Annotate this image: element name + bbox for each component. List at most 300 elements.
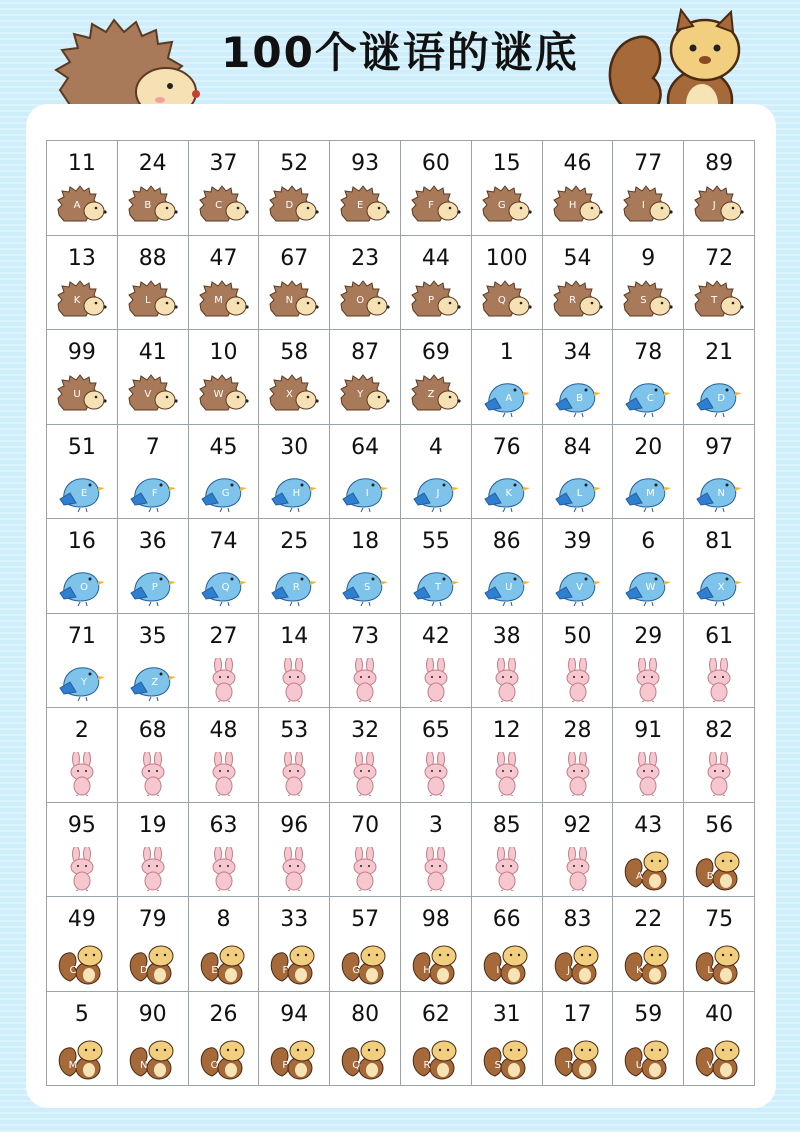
cell-number: 85	[492, 812, 521, 838]
grid-cell	[472, 803, 543, 898]
cell-letter: O	[80, 582, 88, 593]
grid-cell	[472, 330, 543, 425]
cell-number: 33	[280, 907, 309, 932]
cell-number: 66	[492, 907, 521, 932]
cell-number: 45	[209, 434, 238, 460]
grid-cell	[684, 236, 755, 331]
cell-letter: L	[576, 487, 583, 499]
cell-letter: K	[636, 965, 643, 976]
hedgehog-icon	[410, 185, 462, 229]
grid-cell	[47, 141, 118, 236]
rabbit-icon	[410, 658, 462, 702]
cell-number: 11	[67, 151, 96, 176]
grid-cell	[472, 425, 543, 520]
cell-letter: D	[285, 200, 294, 211]
cell-letter: M	[646, 487, 655, 499]
cell-number: 1	[499, 340, 514, 365]
cell-number: 12	[492, 718, 521, 743]
cell-letter: J	[567, 965, 571, 976]
hedgehog-icon	[56, 280, 108, 324]
hedgehog-icon	[198, 374, 250, 418]
rabbit-icon	[268, 752, 320, 796]
cell-letter: R	[292, 582, 300, 593]
cell-number: 57	[351, 907, 380, 932]
hedgehog-icon	[622, 280, 674, 324]
cell-number: 82	[705, 718, 734, 743]
cell-number: 59	[634, 1001, 663, 1027]
cell-letter: J	[436, 487, 440, 499]
cell-letter: C	[69, 965, 77, 976]
grid-cell	[330, 425, 401, 520]
cell-number: 74	[209, 529, 238, 554]
rabbit-icon	[339, 658, 391, 702]
grid-cell	[401, 708, 472, 803]
cell-number: 41	[138, 340, 167, 365]
cell-letter: E	[357, 200, 364, 211]
squirrel-icon	[552, 941, 604, 985]
cell-number: 54	[563, 245, 592, 271]
hedgehog-icon	[56, 374, 108, 418]
cell-letter: X	[717, 582, 725, 593]
cell-letter: E	[80, 487, 88, 499]
cell-number: 68	[138, 718, 167, 743]
cell-letter: N	[717, 487, 725, 499]
grid-cell	[47, 708, 118, 803]
cell-number: 77	[634, 151, 663, 176]
cell-letter: Y	[357, 389, 364, 400]
cell-number: 71	[67, 623, 96, 649]
grid-cell	[684, 897, 755, 992]
cell-letter: U	[505, 582, 513, 593]
cell-number: 7	[145, 434, 160, 460]
cell-number: 24	[138, 151, 167, 176]
cell-number: 55	[421, 529, 450, 554]
cell-letter: N	[140, 1059, 148, 1071]
grid-cell	[118, 708, 189, 803]
bird-icon	[410, 469, 462, 513]
grid-cell	[189, 236, 260, 331]
cell-number: 32	[351, 718, 380, 743]
cell-number: 61	[705, 623, 734, 649]
rabbit-icon	[198, 752, 250, 796]
grid-cell	[613, 803, 684, 898]
hedgehog-icon	[198, 280, 250, 324]
grid-cell	[613, 708, 684, 803]
cell-letter: W	[213, 389, 224, 400]
cell-letter: M	[68, 1059, 78, 1071]
grid-cell	[401, 897, 472, 992]
cell-number: 87	[351, 340, 380, 365]
grid-cell	[330, 519, 401, 614]
cell-number: 52	[280, 151, 309, 176]
bird-icon	[481, 563, 533, 607]
grid-cell	[118, 425, 189, 520]
bird-icon	[198, 563, 250, 607]
cell-letter: P	[151, 582, 158, 593]
squirrel-icon	[198, 941, 250, 985]
cell-number: 40	[705, 1001, 734, 1027]
bird-icon	[56, 469, 108, 513]
cell-letter: P	[427, 294, 435, 306]
grid-cell	[401, 519, 472, 614]
squirrel-icon	[127, 1036, 179, 1080]
cell-letter: G	[352, 965, 361, 976]
squirrel-icon	[339, 1036, 391, 1080]
grid-cell	[613, 330, 684, 425]
squirrel-icon	[410, 941, 462, 985]
rabbit-icon	[198, 658, 250, 702]
bird-icon	[552, 374, 604, 418]
cell-number: 18	[351, 529, 380, 554]
cell-number: 38	[492, 623, 521, 649]
cell-number: 6	[641, 529, 656, 554]
cell-letter: B	[144, 200, 152, 211]
grid-cell	[543, 803, 614, 898]
hedgehog-icon	[693, 185, 745, 229]
cell-number: 26	[209, 1001, 238, 1027]
grid-cell	[613, 141, 684, 236]
grid-cell	[259, 708, 330, 803]
cell-number: 86	[492, 529, 521, 554]
grid-cell	[472, 519, 543, 614]
grid-cell	[401, 803, 472, 898]
rabbit-icon	[339, 752, 391, 796]
number-grid	[46, 140, 755, 1086]
grid-cell	[118, 897, 189, 992]
cell-letter: F	[282, 965, 289, 976]
cell-number: 28	[563, 718, 592, 743]
bird-icon	[339, 563, 391, 607]
cell-letter: K	[505, 487, 513, 499]
squirrel-icon	[56, 941, 108, 985]
cell-letter: Q	[352, 1059, 361, 1071]
hedgehog-icon	[481, 185, 533, 229]
cell-number: 62	[421, 1001, 450, 1027]
cell-number: 63	[209, 812, 238, 838]
cell-letter: F	[151, 487, 158, 499]
cell-number: 56	[705, 812, 734, 838]
bird-icon	[552, 563, 604, 607]
cell-number: 19	[138, 812, 167, 838]
grid-cell	[118, 992, 189, 1087]
grid-cell	[330, 141, 401, 236]
grid-cell	[259, 141, 330, 236]
cell-letter: I	[365, 487, 369, 499]
grid-cell	[613, 236, 684, 331]
cell-number: 23	[351, 245, 380, 271]
hedgehog-icon	[693, 280, 745, 324]
grid-cell	[118, 330, 189, 425]
cell-letter: N	[285, 294, 294, 306]
rabbit-icon	[56, 847, 108, 891]
cell-letter: B	[576, 393, 584, 404]
cell-letter: R	[423, 1059, 431, 1071]
grid-cell	[613, 519, 684, 614]
cell-number: 75	[705, 907, 734, 932]
grid-cell	[47, 236, 118, 331]
cell-number: 16	[67, 529, 96, 554]
hedgehog-icon	[552, 280, 604, 324]
rabbit-icon	[481, 658, 533, 702]
cell-number: 65	[421, 718, 450, 743]
cell-letter: D	[717, 393, 726, 404]
bird-icon	[127, 563, 179, 607]
cell-number: 94	[280, 1001, 309, 1027]
hedgehog-icon	[56, 185, 108, 229]
cell-number: 36	[138, 529, 167, 554]
page-title: 100个谜语的谜底	[221, 28, 579, 77]
cell-letter: C	[646, 393, 654, 404]
grid-cell	[401, 425, 472, 520]
cell-number: 93	[351, 151, 380, 176]
hedgehog-icon	[410, 374, 462, 418]
cell-number: 78	[634, 340, 663, 365]
cell-letter: G	[497, 200, 506, 211]
hedgehog-icon	[410, 280, 462, 324]
cell-number: 10	[209, 340, 238, 365]
cell-letter: V	[706, 1059, 714, 1071]
cell-letter: D	[139, 965, 148, 976]
grid-cell	[259, 803, 330, 898]
cell-letter: K	[73, 294, 81, 306]
grid-cell	[189, 425, 260, 520]
bird-icon	[693, 563, 745, 607]
cell-number: 9	[641, 245, 656, 271]
hedgehog-icon	[198, 185, 250, 229]
grid-cell	[47, 803, 118, 898]
grid-cell	[189, 803, 260, 898]
cell-number: 22	[634, 907, 663, 932]
grid-cell	[613, 992, 684, 1087]
grid-cell	[330, 236, 401, 331]
cell-number: 3	[428, 812, 443, 838]
rabbit-icon	[622, 658, 674, 702]
squirrel-icon	[622, 847, 674, 891]
cell-letter: T	[434, 582, 442, 593]
bird-icon	[622, 469, 674, 513]
grid-cell	[189, 992, 260, 1087]
cell-letter: S	[364, 582, 371, 593]
grid-cell	[543, 519, 614, 614]
cell-number: 43	[634, 812, 663, 838]
cell-number: 99	[67, 340, 96, 365]
cell-number: 92	[563, 812, 592, 838]
bird-icon	[56, 658, 108, 702]
grid-cell	[189, 708, 260, 803]
squirrel-icon	[622, 941, 674, 985]
grid-cell	[330, 708, 401, 803]
cell-number: 15	[492, 151, 521, 176]
rabbit-icon	[198, 847, 250, 891]
rabbit-icon	[410, 752, 462, 796]
bird-icon	[552, 469, 604, 513]
rabbit-icon	[56, 752, 108, 796]
cell-number: 35	[138, 623, 167, 649]
cell-number: 53	[280, 718, 309, 743]
grid-cell	[259, 236, 330, 331]
cell-number: 91	[634, 718, 663, 743]
hedgehog-icon	[268, 185, 320, 229]
rabbit-icon	[693, 752, 745, 796]
grid-cell	[401, 236, 472, 331]
hedgehog-icon	[339, 185, 391, 229]
bird-icon	[693, 469, 745, 513]
cell-number: 13	[67, 245, 96, 271]
cell-number: 47	[209, 245, 238, 271]
cell-number: 73	[351, 623, 380, 649]
grid-cell	[543, 992, 614, 1087]
grid-cell	[684, 992, 755, 1087]
cell-letter: Q	[497, 294, 506, 306]
bird-icon	[56, 563, 108, 607]
squirrel-icon	[339, 941, 391, 985]
grid-cell	[330, 330, 401, 425]
bird-icon	[410, 563, 462, 607]
squirrel-icon	[198, 1036, 250, 1080]
bird-icon	[127, 469, 179, 513]
rabbit-icon	[552, 752, 604, 796]
hedgehog-icon	[127, 374, 179, 418]
grid-cell	[47, 897, 118, 992]
cell-letter: X	[285, 389, 293, 400]
cell-letter: L	[145, 294, 151, 306]
grid-cell	[613, 425, 684, 520]
grid-cell	[118, 519, 189, 614]
squirrel-icon	[552, 1036, 604, 1080]
cell-letter: W	[645, 582, 656, 593]
cell-letter: M	[214, 294, 223, 306]
cell-number: 44	[421, 245, 450, 271]
rabbit-icon	[481, 752, 533, 796]
rabbit-icon	[268, 658, 320, 702]
grid-cell	[47, 330, 118, 425]
cell-number: 27	[209, 623, 238, 649]
grid-cell	[401, 992, 472, 1087]
cell-number: 67	[280, 245, 309, 271]
bird-icon	[481, 374, 533, 418]
grid-cell	[118, 803, 189, 898]
squirrel-icon	[268, 941, 320, 985]
cell-letter: I	[641, 200, 645, 211]
bird-icon	[268, 563, 320, 607]
cell-number: 14	[280, 623, 309, 649]
grid-cell	[47, 614, 118, 709]
grid-cell	[684, 425, 755, 520]
cell-number: 64	[351, 434, 380, 460]
cell-number: 72	[705, 245, 734, 271]
grid-cell	[684, 803, 755, 898]
cell-letter: S	[494, 1059, 501, 1071]
cell-number: 81	[705, 529, 734, 554]
rabbit-icon	[339, 847, 391, 891]
cell-letter: H	[423, 965, 431, 976]
grid-cell	[47, 992, 118, 1087]
cell-number: 50	[563, 623, 592, 649]
grid-cell	[472, 708, 543, 803]
cell-letter: L	[707, 965, 713, 976]
cell-number: 29	[634, 623, 663, 649]
cell-letter: V	[576, 582, 584, 593]
grid-cell	[543, 236, 614, 331]
cell-number: 30	[280, 434, 309, 460]
grid-cell	[684, 708, 755, 803]
grid-cell	[47, 425, 118, 520]
grid-cell	[330, 992, 401, 1087]
cell-letter: A	[635, 870, 643, 882]
grid-cell	[401, 141, 472, 236]
rabbit-icon	[127, 847, 179, 891]
rabbit-icon	[552, 847, 604, 891]
hedgehog-icon	[127, 280, 179, 324]
cell-letter: F	[428, 200, 434, 211]
grid-cell	[330, 803, 401, 898]
cell-letter: U	[73, 389, 81, 400]
hedgehog-icon	[127, 185, 179, 229]
grid-cell	[189, 330, 260, 425]
cell-letter: H	[568, 200, 577, 211]
cell-number: 42	[421, 623, 450, 649]
cell-number: 34	[563, 340, 592, 365]
hedgehog-icon	[339, 280, 391, 324]
hedgehog-icon	[552, 185, 604, 229]
cell-number: 98	[421, 907, 450, 932]
cell-letter: Y	[80, 676, 88, 688]
grid-cell	[259, 614, 330, 709]
squirrel-icon	[481, 1036, 533, 1080]
grid-cell	[189, 141, 260, 236]
cell-letter: E	[211, 965, 218, 976]
cell-number: 21	[705, 340, 734, 365]
cell-letter: Z	[151, 676, 159, 688]
grid-cell	[472, 141, 543, 236]
grid-cell	[189, 519, 260, 614]
cell-letter: R	[569, 294, 577, 306]
rabbit-icon	[693, 658, 745, 702]
cell-number: 60	[421, 151, 450, 176]
cell-number: 5	[74, 1001, 89, 1027]
grid-cell	[47, 519, 118, 614]
rabbit-icon	[622, 752, 674, 796]
grid-cell	[189, 614, 260, 709]
grid-cell	[472, 236, 543, 331]
grid-cell	[330, 614, 401, 709]
grid-cell	[684, 141, 755, 236]
rabbit-icon	[481, 847, 533, 891]
cell-letter: T	[565, 1059, 572, 1071]
rabbit-icon	[268, 847, 320, 891]
cell-number: 31	[492, 1001, 521, 1027]
grid-cell	[259, 519, 330, 614]
cell-number: 8	[216, 907, 231, 932]
grid-cell	[259, 992, 330, 1087]
squirrel-icon	[693, 847, 745, 891]
cell-number: 39	[563, 529, 592, 554]
cell-letter: U	[635, 1059, 644, 1071]
cell-letter: O	[356, 294, 365, 306]
grid-cell	[543, 897, 614, 992]
grid-cell	[472, 614, 543, 709]
cell-letter: P	[282, 1059, 289, 1071]
cell-letter: I	[496, 965, 500, 976]
cell-number: 69	[421, 340, 450, 365]
cell-letter: Z	[427, 389, 435, 400]
grid-cell	[684, 330, 755, 425]
grid-cell	[189, 897, 260, 992]
cell-letter: A	[505, 393, 513, 404]
cell-number: 88	[138, 245, 167, 271]
rabbit-icon	[127, 752, 179, 796]
cell-number: 48	[209, 718, 238, 743]
